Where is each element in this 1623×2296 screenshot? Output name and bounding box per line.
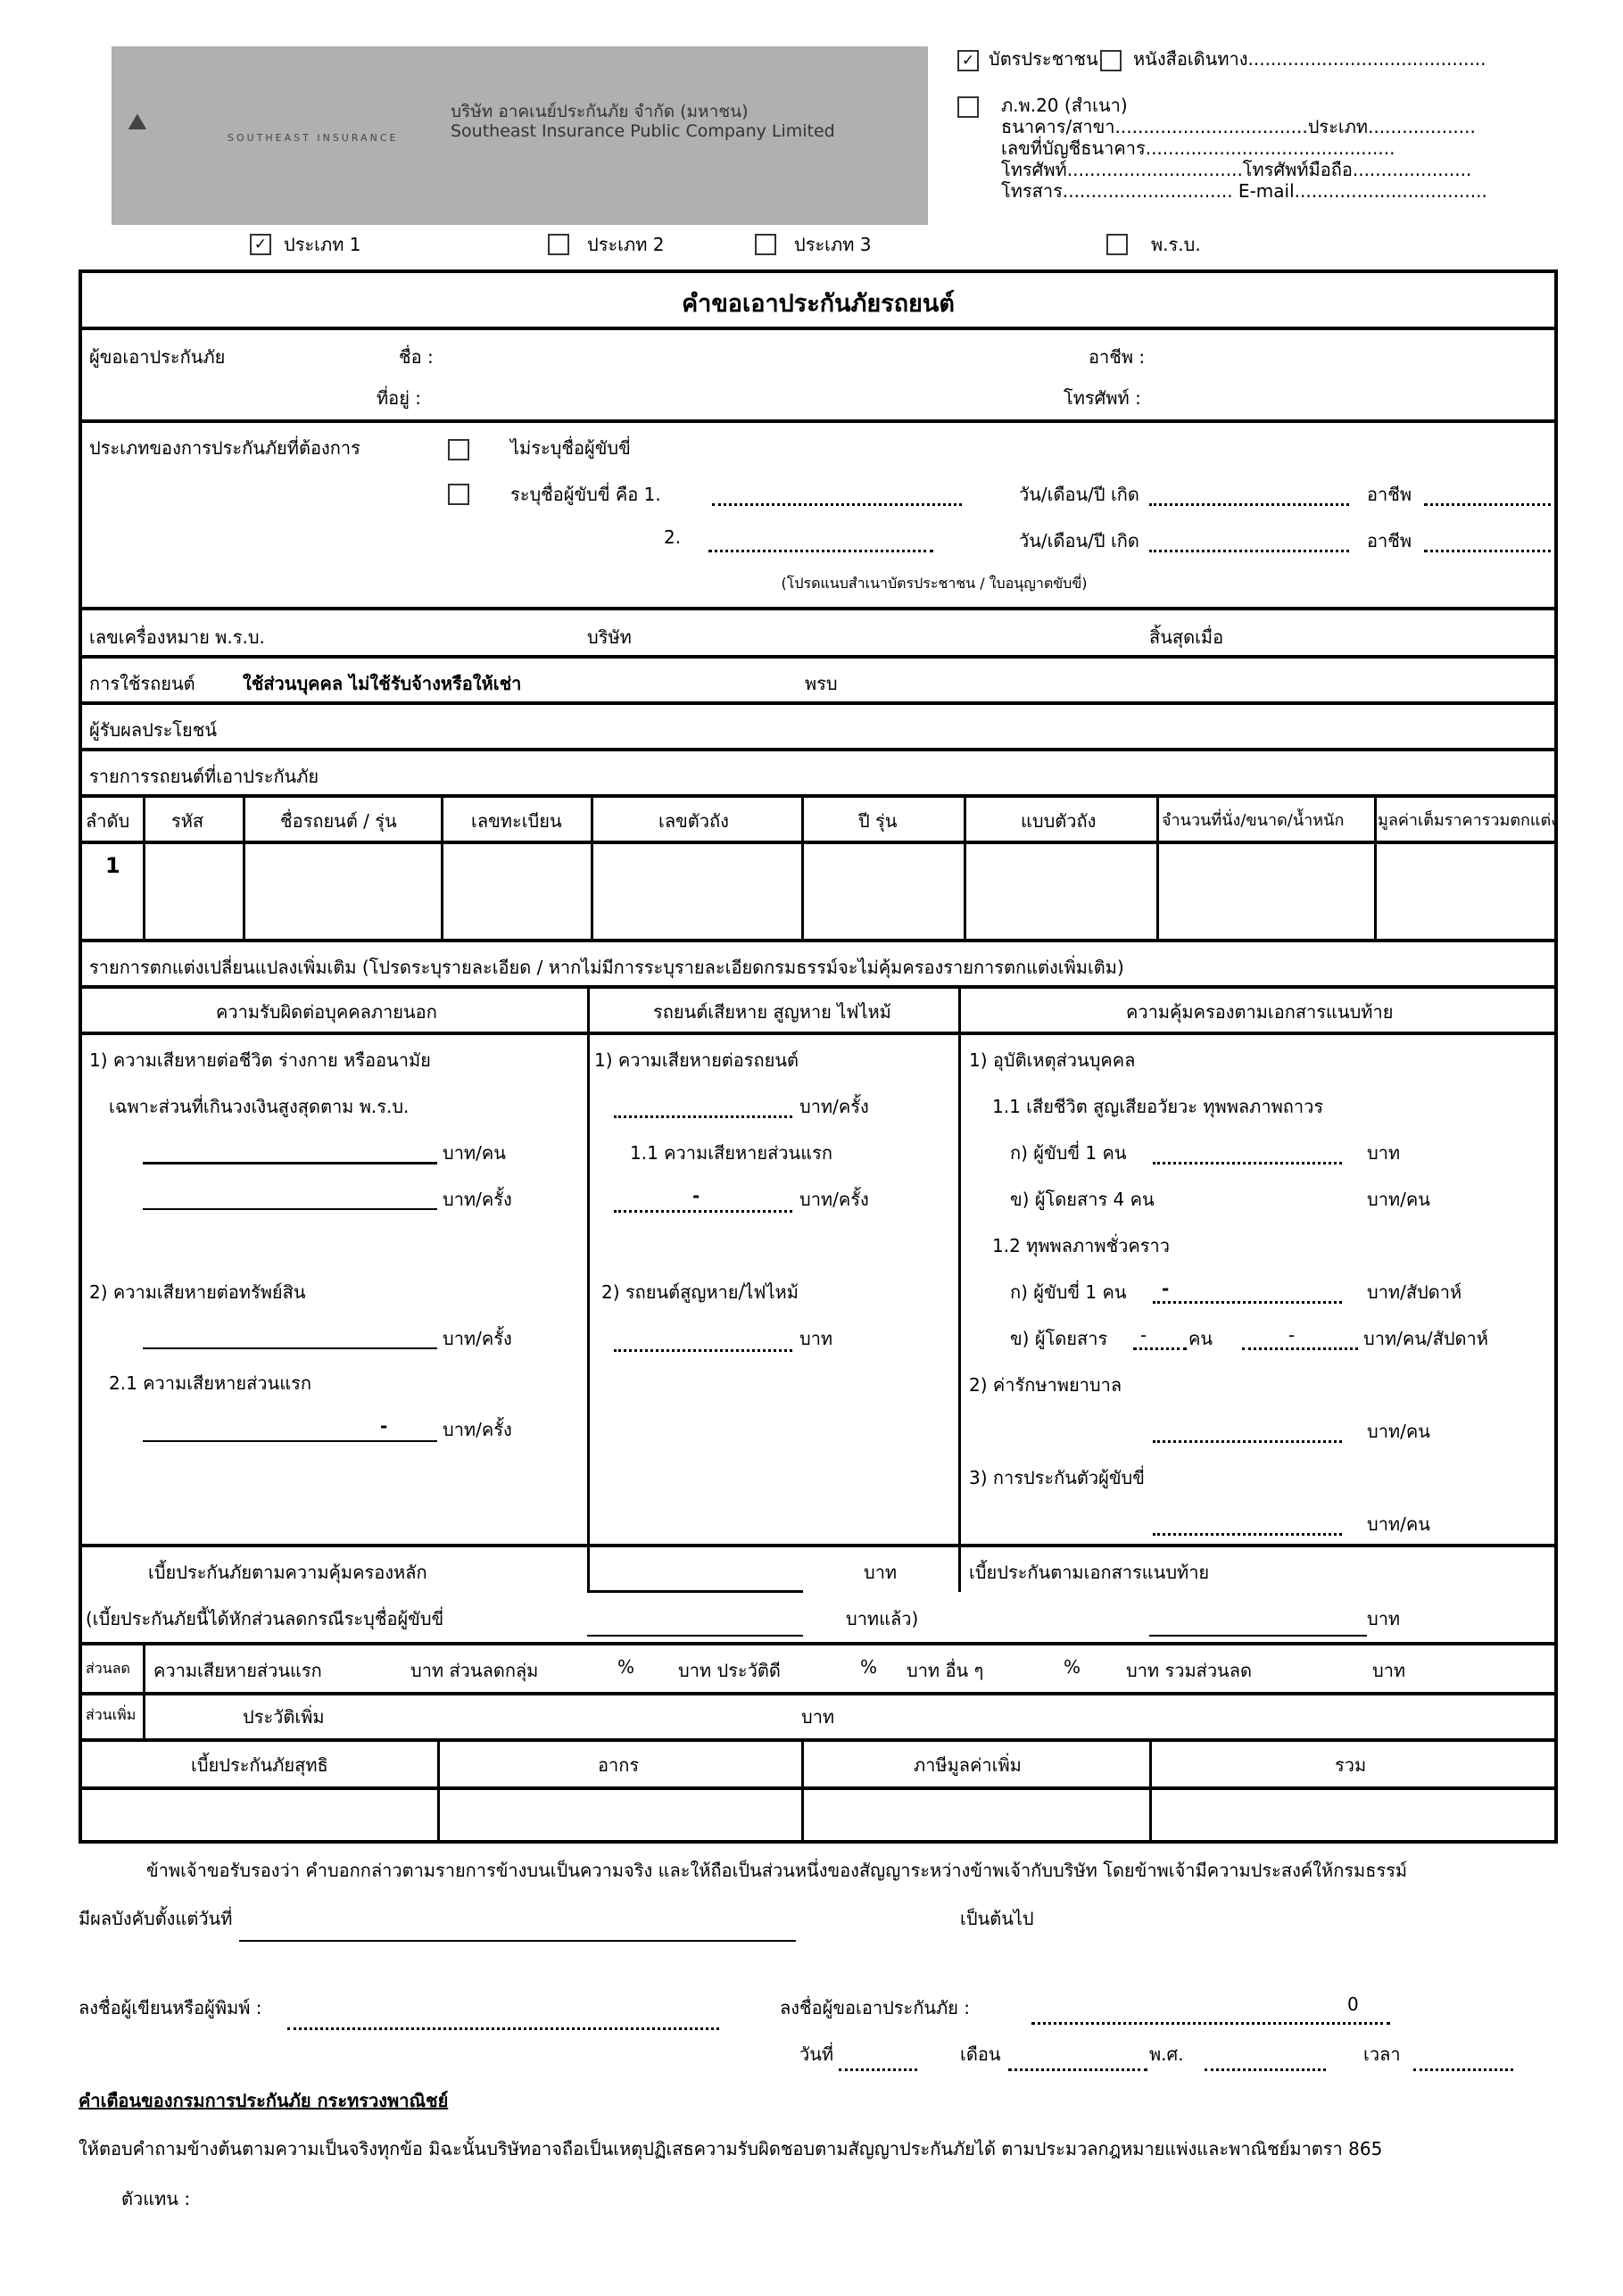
en-passengers-unit: บาท/คน: [1367, 1189, 1430, 1210]
named-driver-label: ระบุชื่อผู้ขับขี่ คือ 1.: [510, 484, 661, 505]
pp20-label: ภ.พ.20 (สำเนา): [1001, 95, 1128, 116]
premium-main-field[interactable]: [587, 1590, 803, 1593]
unnamed-driver-checkbox[interactable]: [448, 439, 469, 460]
en-driver-temp-field[interactable]: [1153, 1301, 1342, 1304]
premium-endorse-field[interactable]: [1149, 1635, 1367, 1637]
driver2-dob-field[interactable]: [1149, 550, 1349, 552]
vehicle-list-label: รายการรถยนต์ที่เอาประกันภัย: [89, 766, 319, 787]
en-item2-unit: บาท/คน: [1367, 1421, 1430, 1442]
col-code: รหัส: [171, 810, 204, 832]
warning-title: คำเตือนของกรมการประกันภัย กระทรวงพาณิชย์: [79, 2090, 449, 2111]
insurance-type-label: ประเภทของการประกันภัยที่ต้องการ: [89, 437, 360, 459]
modifications-label: รายการตกแต่งเปลี่ยนแปลงเพิ่มเติม (โปรดระบุรายละเอียด / หากไม่มีการระบุรายละเอียดกรมธรรม์จะไม่คุ้มครองรายการตกแต่งเพิ่มเติม): [89, 957, 1124, 978]
driver2-occupation-field[interactable]: [1424, 550, 1558, 552]
tp-deductible-field[interactable]: [143, 1440, 437, 1442]
company-logo-banner: [112, 46, 928, 225]
passport-label: หนังสือเดินทาง..........................................: [1133, 48, 1486, 70]
driver2-occupation-label: อาชีพ: [1367, 530, 1412, 551]
year-label: พ.ศ.: [1149, 2043, 1184, 2065]
en-passengers-count: -: [1140, 1324, 1147, 1346]
month-field[interactable]: [1008, 2068, 1147, 2071]
prb-expiry-label: สิ้นสุดเมื่อ: [1149, 626, 1224, 648]
en-passengers-temp-field[interactable]: [1242, 1347, 1358, 1350]
company-name-th: บริษัท อาคเนย์ประกันภัย จำกัด (มหาชน): [451, 102, 749, 121]
od-item2-unit: บาท: [799, 1328, 833, 1349]
id-card-checkbox[interactable]: ✓: [957, 50, 979, 71]
surcharge-label: ส่วนเพิ่ม: [86, 1706, 137, 1723]
en-passengers-temp-unit: บาท/คน/สัปดาห์: [1363, 1328, 1488, 1349]
usage-label: การใช้รถยนต์: [89, 673, 195, 694]
col-body-type: แบบตัวถัง: [1021, 810, 1097, 832]
type2-checkbox[interactable]: [548, 234, 569, 255]
col-model: ชื่อรถยนต์ / รุ่น: [280, 810, 397, 832]
driver2-label: 2.: [664, 526, 682, 548]
logo-text: SOUTHEAST INSURANCE: [228, 132, 399, 144]
account-field[interactable]: เลขที่บัญชีธนาคาร............................................: [1001, 137, 1395, 159]
own-damage-header: รถยนต์เสียหาย สูญหาย ไฟไหม้: [653, 1001, 891, 1023]
tp-unit-person: บาท/คน: [443, 1142, 506, 1164]
endorsement-header: ความคุ้มครองตามเอกสารแนบท้าย: [1126, 1001, 1394, 1023]
occupation-label: อาชีพ :: [1089, 346, 1146, 368]
tp-item1: 1) ความเสียหายต่อชีวิต ร่างกาย หรืออนามัย: [89, 1049, 431, 1071]
discount-history-pct: %: [860, 1656, 878, 1678]
name-label: ชื่อ :: [399, 346, 434, 368]
en-item1-1: 1.1 เสียชีวิต สูญเสียอวัยวะ ทุพพลภาพถาวร: [992, 1096, 1324, 1117]
prb-label: พ.ร.บ.: [1151, 234, 1201, 255]
en-medical-field[interactable]: [1153, 1440, 1342, 1443]
discount-total-unit: บาท: [1372, 1660, 1406, 1681]
od-item2: 2) รถยนต์สูญหาย/ไฟไหม้: [601, 1281, 799, 1303]
attach-note: (โปรดแนบสำเนาบัตรประชาชน / ใบอนุญาตขับขี่): [781, 575, 1088, 592]
od-item1-1-unit: บาท/ครั้ง: [799, 1189, 869, 1210]
totals-stamp: อากร: [598, 1754, 640, 1776]
driver2-name-field[interactable]: [708, 550, 933, 552]
company-logo-icon: ⛰: [128, 109, 147, 136]
prb-company-label: บริษัท: [587, 626, 632, 648]
discount-other-pct: %: [1064, 1656, 1081, 1678]
declaration-text: ข้าพเจ้าขอรับรองว่า คำบอกกล่าวตามรายการข้างบนเป็นความจริง และให้ถือเป็นส่วนหนึ่งของสัญญาระหว่างข้าพเจ้ากับบริษัท โดยข้าพเจ้ามีความประสงค์ให้กรมธรรม์: [146, 1860, 1408, 1881]
premium-note-unit: บาทแล้ว): [846, 1608, 919, 1629]
surcharge-history: ประวัติเพิ่ม: [243, 1706, 325, 1728]
en-driver-temp-value: -: [1162, 1278, 1170, 1299]
usage-value: ใช้ส่วนบุคคล ไม่ใช้รับจ้างหรือให้เช่า: [243, 673, 522, 694]
effective-date-field[interactable]: [239, 1940, 796, 1942]
time-label: เวลา: [1363, 2043, 1401, 2065]
fax-email-field[interactable]: โทรสาร.............................. E-mail..................................: [1001, 180, 1487, 202]
discount-group-pct: %: [617, 1656, 635, 1678]
applicant-sign-value: 0: [1347, 1993, 1359, 2015]
driver1-occupation-field[interactable]: [1424, 503, 1558, 506]
day-field[interactable]: [839, 2068, 917, 2071]
premium-endorse-unit: บาท: [1367, 1608, 1401, 1629]
tp-unit-time: บาท/ครั้ง: [443, 1189, 512, 1210]
od-theft-fire-field[interactable]: [614, 1349, 792, 1352]
totals-sum: รวม: [1335, 1754, 1367, 1776]
col-order: ลำดับ: [86, 810, 130, 832]
col-value: มูลค่าเต็มราคารวมตกแต่ง: [1378, 811, 1559, 830]
writer-sign-field[interactable]: [287, 2027, 719, 2030]
tp-deductible-value: -: [380, 1415, 388, 1437]
tp-item2-1-unit: บาท/ครั้ง: [443, 1419, 512, 1440]
en-driver-field[interactable]: [1153, 1162, 1342, 1165]
premium-note: (เบี้ยประกันภัยนี้ได้หักส่วนลดกรณีระบุชื่อผู้ขับขี่: [86, 1608, 444, 1629]
en-item2: 2) ค่ารักษาพยาบาล: [969, 1374, 1122, 1396]
driver1-occupation-label: อาชีพ: [1367, 484, 1412, 505]
premium-endorse-label: เบี้ยประกันตามเอกสารแนบท้าย: [969, 1562, 1210, 1583]
surcharge-unit: บาท: [801, 1706, 835, 1728]
od-deductible-value: -: [692, 1185, 700, 1206]
tp-time-field[interactable]: [143, 1208, 437, 1210]
driver1-dob-field[interactable]: [1149, 503, 1349, 506]
col-chassis: เลขตัวถัง: [658, 810, 729, 832]
application-form: [79, 269, 1558, 1844]
onward-label: เป็นต้นไป: [960, 1908, 1034, 1929]
col-seats: จำนวนที่นั่ง/ขนาด/น้ำหนัก: [1162, 811, 1345, 830]
en-item3-unit: บาท/คน: [1367, 1513, 1430, 1535]
form-title: คำขอเอาประกันภัยรถยนต์: [682, 290, 955, 318]
tp-property-field[interactable]: [143, 1347, 437, 1349]
od-item1: 1) ความเสียหายต่อรถยนต์: [594, 1049, 799, 1071]
phone-label: โทรศัพท์ :: [1064, 387, 1141, 409]
bank-field[interactable]: ธนาคาร/สาขา..................................ประเภท...................: [1001, 116, 1476, 137]
premium-discount-field[interactable]: [587, 1635, 803, 1637]
pp20-checkbox[interactable]: [957, 96, 979, 118]
od-item1-1: 1.1 ความเสียหายส่วนแรก: [630, 1142, 832, 1164]
month-label: เดือน: [960, 2043, 1001, 2065]
type2-label: ประเภท 2: [587, 234, 665, 255]
en-item3: 3) การประกันตัวผู้ขับขี่: [969, 1467, 1145, 1488]
warning-text: ให้ตอบคำถามข้างต้นตามความเป็นจริงทุกข้อ มิฉะนั้นบริษัทอาจถือเป็นเหตุปฏิเสธความรับผิดชอบตามสัญญาประกันภัยได้ ตามประมวลกฎหมายแพ่งและพาณิชย์มาตรา 865: [79, 2138, 1383, 2159]
type3-checkbox[interactable]: [755, 234, 776, 255]
col-plate: เลขทะเบียน: [471, 810, 562, 832]
en-passengers-temp-label: ข) ผู้โดยสาร: [1010, 1328, 1108, 1349]
unnamed-driver-label: ไม่ระบุชื่อผู้ขับขี่: [510, 437, 631, 459]
third-party-header: ความรับผิดต่อบุคคลภายนอก: [216, 1001, 437, 1023]
agent-label: ตัวแทน :: [121, 2188, 191, 2209]
driver1-name-field[interactable]: [712, 503, 962, 506]
tp-item1-sub: เฉพาะส่วนที่เกินวงเงินสูงสุดตาม พ.ร.บ.: [109, 1096, 410, 1117]
en-driver-temp-label: ก) ผู้ขับขี่ 1 คน: [1010, 1281, 1127, 1303]
type3-label: ประเภท 3: [794, 234, 872, 255]
discount-deductible: ความเสียหายส่วนแรก: [153, 1660, 322, 1681]
beneficiary-label: ผู้รับผลประโยชน์: [89, 719, 218, 741]
effective-label: มีผลบังคับตั้งแต่วันที่: [79, 1908, 233, 1929]
tp-person-field[interactable]: [143, 1162, 437, 1165]
en-item1-2: 1.2 ทุพพลภาพชั่วคราว: [992, 1235, 1170, 1256]
premium-main-label: เบี้ยประกันภัยตามความคุ้มครองหลัก: [148, 1562, 427, 1583]
prb-checkbox[interactable]: [1106, 234, 1128, 255]
phone-field[interactable]: โทรศัพท์...............................โทรศัพท์มือถือ.....................: [1001, 159, 1472, 180]
discount-label: ส่วนลด: [86, 1660, 130, 1677]
en-item1: 1) อุบัติเหตุส่วนบุคคล: [969, 1049, 1136, 1071]
row-order: 1: [105, 853, 120, 878]
totals-vat: ภาษีมูลค่าเพิ่ม: [914, 1754, 1022, 1776]
en-passengers-label: ข) ผู้โดยสาร 4 คน: [1010, 1189, 1155, 1210]
prb-number-label: เลขเครื่องหมาย พ.ร.บ.: [89, 626, 265, 648]
day-label: วันที่: [799, 2043, 834, 2065]
en-driver-label: ก) ผู้ขับขี่ 1 คน: [1010, 1142, 1127, 1164]
applicant-sign-label: ลงชื่อผู้ขอเอาประกันภัย :: [780, 1997, 971, 2018]
discount-history: บาท ประวัติดี: [678, 1660, 781, 1681]
tp-item2: 2) ความเสียหายต่อทรัพย์สิน: [89, 1281, 306, 1303]
od-item1-unit: บาท/ครั้ง: [799, 1096, 869, 1117]
en-persons-label: คน: [1188, 1328, 1213, 1349]
year-field[interactable]: [1205, 2068, 1326, 2071]
address-label: ที่อยู่ :: [377, 387, 422, 409]
col-year: ปี รุ่น: [858, 810, 898, 832]
usage-prb-label: พรบ: [805, 673, 838, 694]
company-name-en: Southeast Insurance Public Company Limited: [451, 121, 835, 141]
en-driver-temp-unit: บาท/สัปดาห์: [1367, 1281, 1462, 1303]
type1-checkbox[interactable]: ✓: [250, 234, 271, 255]
passport-checkbox[interactable]: [1100, 50, 1122, 71]
tp-item2-unit: บาท/ครั้ง: [443, 1328, 512, 1349]
od-damage-field[interactable]: [614, 1115, 792, 1118]
premium-main-unit: บาท: [864, 1562, 898, 1583]
discount-other: บาท อื่น ๆ: [907, 1660, 984, 1681]
driver2-dob-label: วัน/เดือน/ปี เกิด: [1019, 530, 1139, 551]
id-card-label: บัตรประชาชน: [989, 48, 1098, 70]
en-bail-field[interactable]: [1153, 1533, 1342, 1536]
discount-group: บาท ส่วนลดกลุ่ม: [410, 1660, 539, 1681]
writer-sign-label: ลงชื่อผู้เขียนหรือผู้พิมพ์ :: [79, 1997, 262, 2018]
type1-label: ประเภท 1: [284, 234, 361, 255]
totals-net-premium: เบี้ยประกันภัยสุทธิ: [191, 1754, 328, 1776]
applicant-label: ผู้ขอเอาประกันภัย: [89, 346, 226, 368]
discount-total: บาท รวมส่วนลด: [1126, 1660, 1252, 1681]
applicant-sign-field[interactable]: [1031, 2022, 1390, 2025]
en-passengers-count-field[interactable]: [1133, 1347, 1187, 1350]
driver1-dob-label: วัน/เดือน/ปี เกิด: [1019, 484, 1139, 505]
tp-item2-1: 2.1 ความเสียหายส่วนแรก: [109, 1372, 311, 1394]
named-driver-checkbox[interactable]: [448, 484, 469, 505]
en-driver-unit: บาท: [1367, 1142, 1401, 1164]
od-deductible-field[interactable]: [614, 1210, 792, 1213]
time-field[interactable]: [1413, 2068, 1513, 2071]
en-passengers-temp-value: -: [1288, 1324, 1296, 1346]
